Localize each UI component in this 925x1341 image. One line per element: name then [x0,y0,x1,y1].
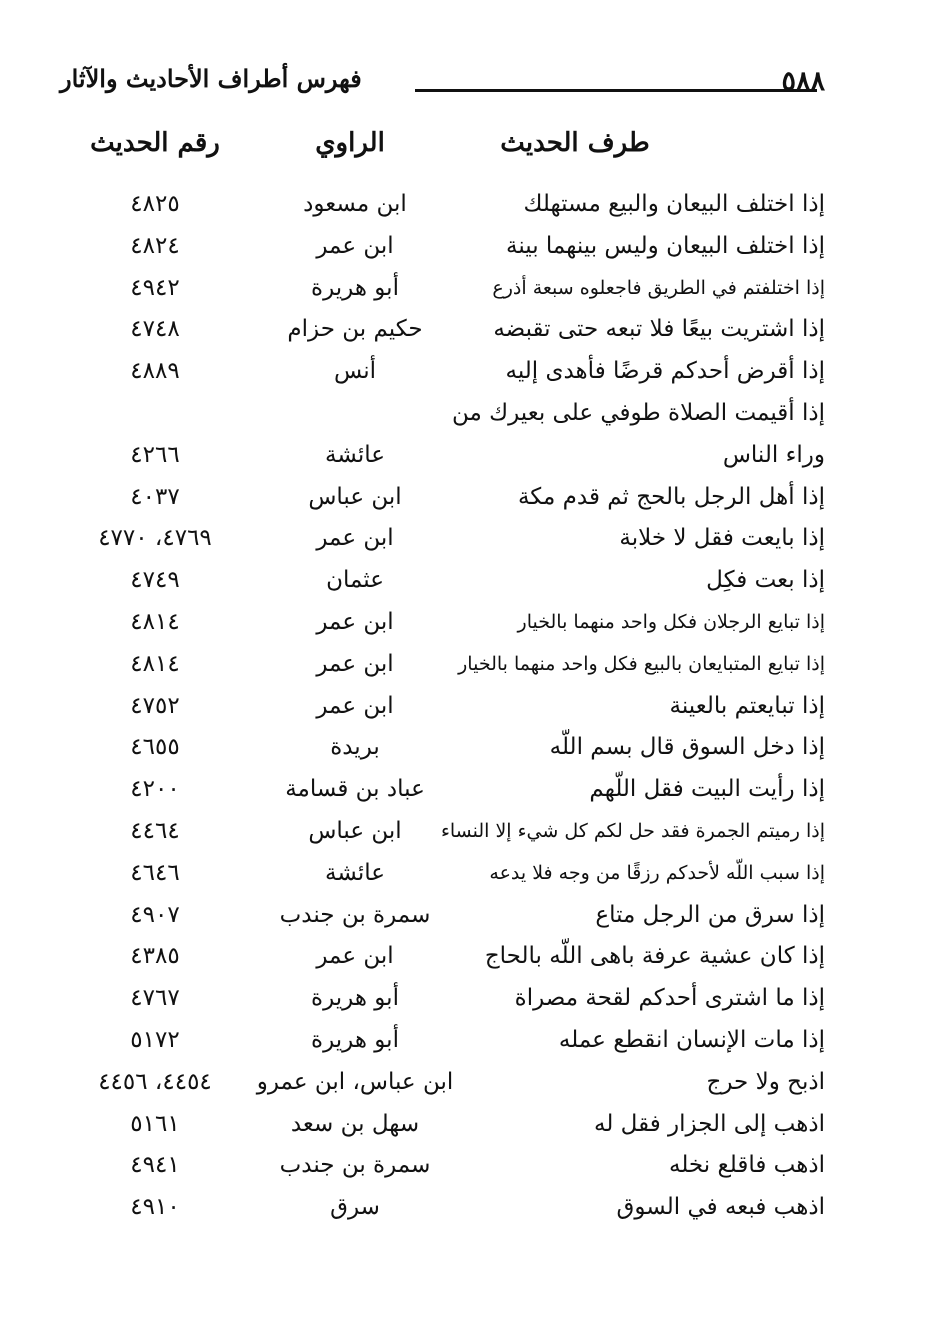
narrator-name: ابن عمر [316,692,394,719]
hadith-number: ٤٣٨٥ [130,943,180,970]
hadith-number: ٤٧٦٩، ٤٧٧٠ [98,525,212,552]
narrator-name: سمرة بن جندب [279,1152,431,1179]
hadith-number: ٤٢٦٦ [130,441,180,468]
narrator-name: ابن عباس [308,817,402,844]
narrator-name: سرق [330,1194,380,1221]
table-row [60,435,825,477]
hadith-number: ٤٩٤٢ [130,274,180,301]
table-row [60,936,825,978]
hadith-number: ٤٧٤٩ [130,567,180,594]
narrator-name: سمرة بن جندب [279,901,431,928]
narrator-name: ابن عباس، ابن عمرو [256,1068,454,1095]
narrator-name: ابن عمر [316,232,394,259]
running-header [60,62,825,108]
narrator-name: ابن عمر [316,943,394,970]
page-title: فهرس أطراف الأحاديث والآثار [60,64,362,93]
narrator-name: أبو هريرة [311,1026,399,1053]
hadith-number: ٤٧٦٧ [130,985,180,1012]
hadith-number: ٤٧٤٨ [130,316,180,343]
narrator-name: ابن مسعود [303,191,407,217]
hadith-text: اذهب إلى الجزار فقل له [594,1110,825,1137]
table-row [60,727,825,769]
table-row [60,1104,825,1146]
hadith-number: ٤٨١٤ [130,650,180,677]
hadith-number [60,393,250,435]
table-row [60,518,825,560]
table-row [60,978,825,1020]
hadith-number: ٤٤٥٤، ٤٤٥٦ [98,1068,212,1095]
table-row [60,1145,825,1187]
table-row [60,1062,825,1104]
narrator-name: سهل بن سعد [290,1110,420,1137]
narrator-name: بريدة [330,734,380,761]
narrator-name: ابن عباس [308,483,402,510]
table-row [60,811,825,853]
table-row [60,1187,825,1229]
narrator-name: ابن عمر [316,650,394,677]
hadith-number: ٤٦٤٦ [130,859,180,886]
hadith-number: ٤٧٥٢ [130,692,180,719]
table-row [60,560,825,602]
hadith-text: اذهب فاقلع نخله [668,1152,825,1179]
narrator-name: عباد بن قسامة [285,776,425,803]
narrator-name: حكيم بن حزام [287,316,423,343]
hadith-number: ٤٩٠٧ [130,901,180,928]
narrator-name: أنس [333,358,377,385]
narrator-name: ابن عمر [316,525,394,552]
hadith-text: إذا تبايع الرجلان فكل واحد منهما بالخيار [517,610,825,633]
hadith-text: إذا تبايع المتبايعان بالبيع فكل واحد منهما بالخيار [458,652,825,675]
hadith-text: إذا أقرض أحدكم قرضًا فأهدى إليه [505,358,825,385]
hadith-text: إذا كان عشية عرفة باهى اللّه بالحاج [484,943,825,970]
table-row [60,393,825,435]
table-row [60,477,825,519]
table-row [60,184,825,226]
hadith-number: ٤٨٨٩ [130,358,180,385]
table-row [60,602,825,644]
hadith-text: إذا اختلفتم في الطريق فاجعلوه سبعة أذرع [492,276,825,299]
hadith-text: اذبح ولا حرج [706,1068,825,1095]
hadith-text: إذا اختلف البيعان وليس بينهما بينة [505,232,825,259]
hadith-text: إذا رميتم الجمرة فقد حل لكم كل شيء إلا النساء [440,819,825,842]
column-header-number: رقم الحديث [90,128,220,158]
index-table [60,184,825,1229]
hadith-number: ٤٩٤١ [130,1152,180,1179]
hadith-number: ٤٨٢٥ [130,191,180,217]
narrator-name: ابن عمر [316,608,394,635]
hadith-number: ٤٢٠٠ [130,776,180,803]
hadith-number: ٥١٦١ [130,1110,180,1137]
column-headers [60,128,825,174]
hadith-text: إذا أقيمت الصلاة طوفي على بعيرك من [452,399,825,426]
hadith-number: ٤٤٦٤ [130,817,180,844]
table-row [60,895,825,937]
table-row [60,853,825,895]
table-row [60,309,825,351]
hadith-text: إذا تبايعتم بالعينة [669,692,825,719]
table-row [60,351,825,393]
hadith-text: إذا رأيت البيت فقل اللّهم [589,776,825,803]
narrator-name: أبو هريرة [311,985,399,1012]
hadith-number: ٤٨٢٤ [130,232,180,259]
narrator-name: عثمان [326,567,384,594]
header-rule [415,89,817,92]
table-row [60,226,825,268]
table-row [60,686,825,728]
hadith-text: اذهب فبعه في السوق [616,1194,825,1221]
hadith-number: ٤٩١٠ [130,1194,180,1221]
hadith-number: ٤٦٥٥ [130,734,180,761]
table-row [60,1020,825,1062]
hadith-text: إذا بايعت فقل لا خلابة [619,525,825,552]
hadith-text: إذا سبب اللّه لأحدكم رزقًا من وجه فلا يدعه [489,861,825,884]
hadith-number: ٤٠٣٧ [130,483,180,510]
narrator-name: عائشة [325,441,385,468]
page-number: ٥٨٨ [781,66,825,97]
table-row [60,769,825,811]
hadith-text: إذا اشتريت بيعًا فلا تبعه حتى تقبضه [493,316,825,343]
table-row [60,644,825,686]
hadith-text: وراء الناس [722,441,825,468]
hadith-number: ٥١٧٢ [130,1026,180,1053]
hadith-text: إذا ما اشترى أحدكم لقحة مصراة [514,985,825,1012]
narrator-name [250,393,460,435]
hadith-text: إذا دخل السوق قال بسم اللّه [549,734,825,761]
hadith-text: إذا سرق من الرجل متاع [595,901,825,928]
table-row [60,268,825,310]
narrator-name: أبو هريرة [311,274,399,301]
column-header-narrator: الراوي [315,128,385,158]
narrator-name: عائشة [325,859,385,886]
hadith-number: ٤٨١٤ [130,608,180,635]
hadith-text: إذا بعت فكِل [706,567,825,594]
hadith-text: إذا أهل الرجل بالحج ثم قدم مكة [517,483,825,510]
hadith-text: إذا اختلف البيعان والبيع مستهلك [523,191,825,217]
column-header-hadith: طرف الحديث [500,128,650,158]
hadith-text: إذا مات الإنسان انقطع عمله [558,1026,825,1053]
